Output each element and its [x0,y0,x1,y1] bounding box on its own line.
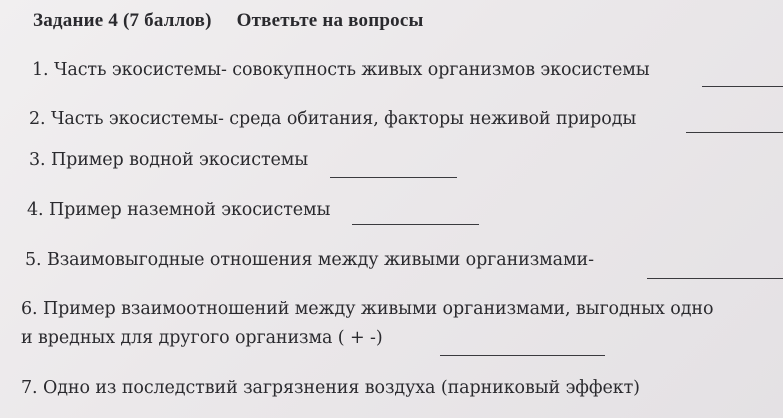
question-3-answer-line[interactable] [330,177,457,178]
question-6-text-line-2: и вредных для другого организма ( + -) [21,328,383,348]
question-3-text: 3. Пример водной экосистемы [29,150,309,170]
question-5-answer-line[interactable] [647,278,783,279]
question-1-text: 1. Часть экосистемы- совокупность живых организмов экосистемы [32,60,650,80]
task-label: Задание 4 (7 баллов) [33,10,212,31]
question-2-answer-line[interactable] [686,132,783,133]
question-6-answer-line[interactable] [440,355,605,356]
task-header [33,10,424,32]
question-2-text: 2. Часть экосистемы- среда обитания, факторы неживой природы [29,109,637,129]
question-7-text: 7. Одно из последствий загрязнения воздуха (парниковый эффект) [21,378,640,398]
task-instruction: Ответьте на вопросы [236,10,424,31]
question-1-answer-line[interactable] [702,86,783,87]
question-4-answer-line[interactable] [352,224,479,225]
question-6-text-line-1: 6. Пример взаимоотношений между живыми организмами, выгодных одно [21,299,714,319]
question-4-text: 4. Пример наземной экосистемы [27,200,331,220]
question-5-text: 5. Взаимовыгодные отношения между живыми организмами- [25,250,594,270]
